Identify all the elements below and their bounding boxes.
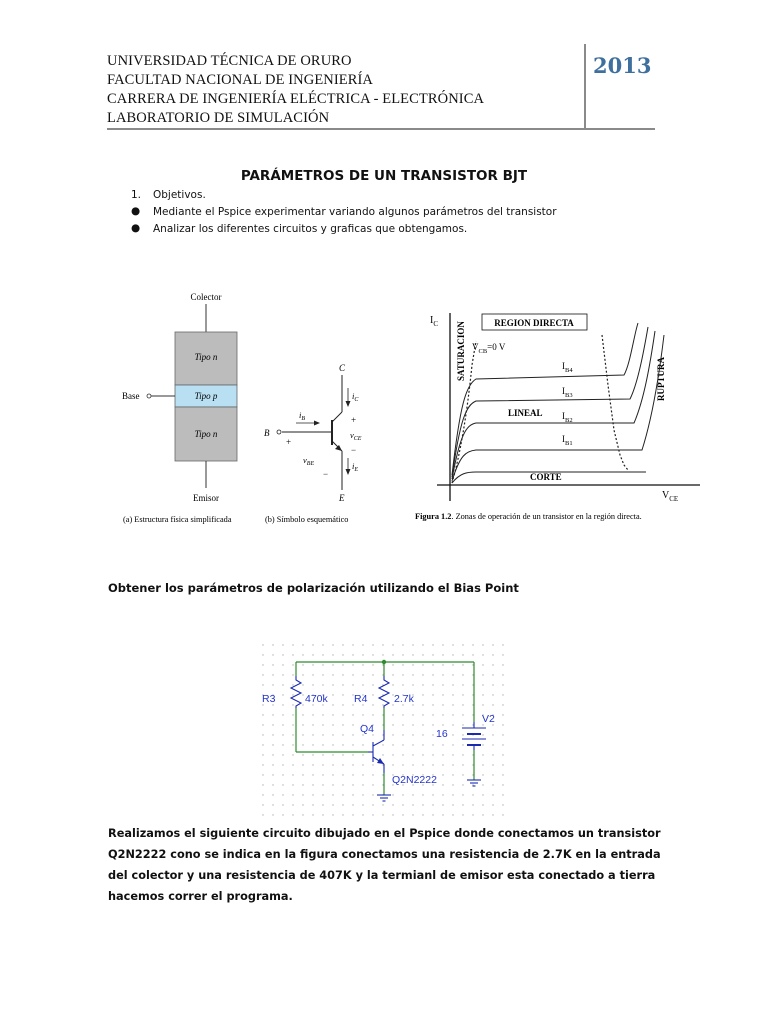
- saturacion-label: SATURACION: [456, 321, 466, 381]
- ic-label: $i_C$: [352, 391, 359, 403]
- r3-label: R3: [262, 693, 276, 705]
- ib-label: $i_B$: [299, 410, 306, 422]
- header-year: 2013: [593, 53, 652, 78]
- base-label: Base: [122, 391, 140, 401]
- v2-value: 16: [436, 728, 448, 740]
- ie-label: $i_E$: [352, 461, 359, 473]
- objectives-heading-number: 1.: [131, 189, 142, 201]
- vcb-label: $V_{CB}=0$ V: [472, 342, 506, 355]
- tipo-n-top-label: Tipo n: [194, 352, 218, 362]
- q-model-label: Q2N2222: [392, 774, 437, 786]
- vbe-label: $v_{BE}$: [303, 455, 315, 467]
- vbe-plus: +: [286, 437, 292, 447]
- header-career: CARRERA DE INGENIERÍA ELÉCTRICA - ELECTRÓNICA: [107, 91, 485, 107]
- caption-a: (a) Estructura física simplificada: [123, 515, 232, 524]
- header-lab: LABORATORIO DE SIMULACIÓN: [107, 110, 330, 126]
- emitter-label: Emisor: [193, 493, 219, 503]
- corte-label: CORTE: [530, 472, 562, 482]
- objectives-heading: Objetivos.: [153, 189, 206, 201]
- ib3-label: $I_{B3}$: [562, 386, 573, 399]
- symbol-c-label: C: [339, 363, 346, 373]
- tipo-p-label: Tipo p: [194, 391, 218, 401]
- header-vertical-divider: [584, 44, 586, 130]
- bias-point-heading: Obtener los parámetros de polarización utilizando el Bias Point: [108, 581, 519, 595]
- page-title: PARÁMETROS DE UN TRANSISTOR BJT: [240, 168, 528, 184]
- lineal-label: LINEAL: [508, 408, 543, 418]
- bjt-structure-figure: [110, 285, 380, 530]
- regions-caption: Figura 1.2. Zonas de operación de un transistor en la región directa.: [415, 512, 642, 521]
- ib2-label: $I_{B2}$: [562, 411, 573, 424]
- bullet-icon: ●: [131, 205, 141, 217]
- r3-value: 470k: [305, 693, 328, 705]
- vce-label: $v_{CE}$: [350, 430, 362, 442]
- ruptura-label: RUPTURA: [656, 357, 666, 401]
- r4-value: 2.7k: [394, 693, 414, 705]
- objective-item-1: Mediante el Pspice experimentar variando algunos parámetros del transistor: [153, 206, 557, 218]
- vce-minus: −: [351, 445, 357, 455]
- header-faculty: FACULTAD NACIONAL DE INGENIERÍA: [107, 72, 374, 88]
- objective-item-2: Analizar los diferentes circuitos y graficas que obtengamos.: [153, 223, 468, 235]
- vbe-minus: −: [323, 469, 329, 479]
- header-block: [107, 52, 484, 128]
- junction-dot: [382, 660, 386, 664]
- operating-regions-figure: [412, 305, 712, 525]
- region-directa-label: REGION DIRECTA: [494, 318, 574, 328]
- header-horizontal-divider: [107, 128, 655, 130]
- ib1-label: $I_{B1}$: [562, 434, 573, 447]
- ib4-label: $I_{B4}$: [562, 361, 573, 374]
- ic-axis-label: $I_C$: [430, 315, 439, 328]
- bullet-icon: ●: [131, 222, 141, 234]
- vce-axis-label: $V_{CE}$: [662, 490, 679, 503]
- description-paragraph: Realizamos el siguiente circuito dibujado en el Pspice donde conectamos un transistor Q2N2222 cono se indica en la figura conectamos una resistencia de 2.7K en la entrada del colector y una resistencia de 407K y la termianl de emisor esta conectado a tierra hacemos correr el programa.: [108, 827, 661, 903]
- q4-label: Q4: [360, 723, 375, 735]
- r4-label: R4: [354, 693, 368, 705]
- collector-label: Colector: [190, 292, 222, 302]
- symbol-b-label: B: [264, 428, 270, 438]
- header-university: UNIVERSIDAD TÉCNICA DE ORURO: [107, 53, 352, 69]
- caption-b: (b) Símbolo esquemático: [265, 515, 349, 524]
- v2-label: V2: [482, 713, 495, 725]
- tipo-n-bottom-label: Tipo n: [194, 429, 218, 439]
- pspice-schematic: [258, 640, 508, 822]
- symbol-e-label: E: [339, 493, 345, 503]
- vce-plus: +: [351, 415, 357, 425]
